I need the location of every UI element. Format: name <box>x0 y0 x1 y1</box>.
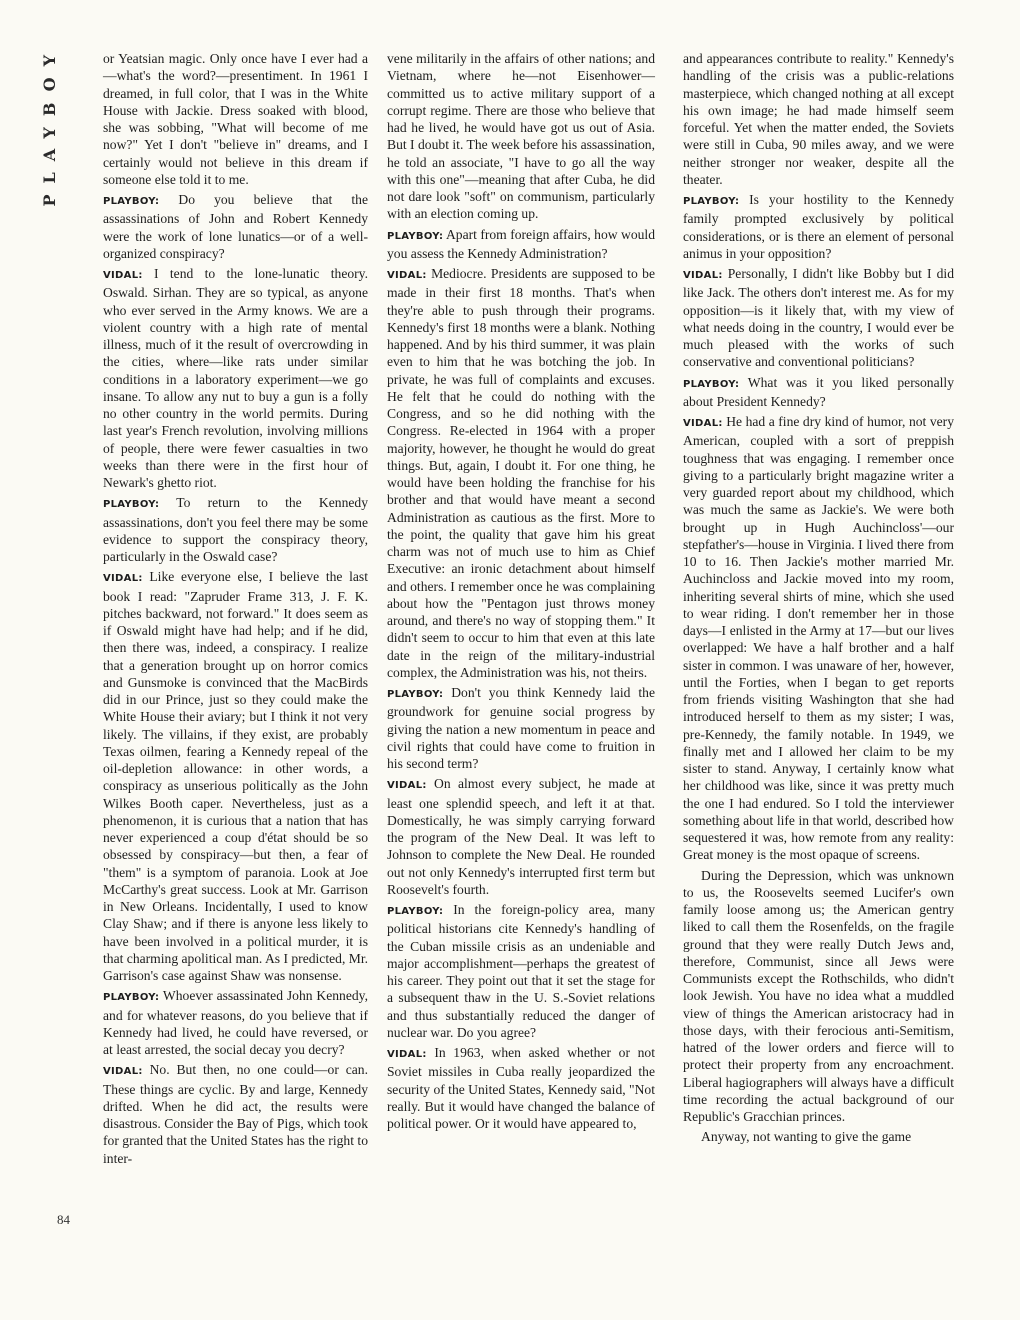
paragraph <box>387 684 655 772</box>
speaker-label: VIDAL: <box>387 780 427 792</box>
paragraph <box>103 265 368 491</box>
page-number: 84 <box>57 1212 70 1227</box>
masthead-text: PLAYBOY <box>40 44 59 207</box>
speaker-label: VIDAL: <box>103 573 143 585</box>
paragraph <box>683 374 954 411</box>
paragraph <box>387 775 655 898</box>
speaker-label: VIDAL: <box>103 270 143 281</box>
paragraph-text: Is your hostility to the Kennedy family prompted exclusively by political considerations, or is there an element of personal animus in your opposition? <box>683 192 955 261</box>
paragraph <box>103 568 368 984</box>
paragraph <box>683 265 954 371</box>
speaker-label: PLAYBOY: <box>103 499 160 511</box>
paragraph <box>103 1061 368 1167</box>
speaker-label: VIDAL: <box>683 270 723 281</box>
speaker-label: VIDAL: <box>387 270 427 281</box>
paragraph <box>103 50 368 188</box>
paragraph-text: and appearances contribute to reality." Kennedy's handling of the crisis was a public-relations masterpiece, which changed nothing at all except his own image; he had made himself seem forceful. Yet when the matter ended, the Soviets were still in Cuba, 90 miles away, and we were neither stronger nor weaker, despite all the theater. <box>683 51 954 187</box>
speaker-label: PLAYBOY: <box>103 196 160 207</box>
paragraph <box>683 867 954 1126</box>
speaker-label: PLAYBOY: <box>103 992 160 1004</box>
text-column-2 <box>387 50 655 1135</box>
paragraph <box>103 191 368 262</box>
paragraph <box>387 50 655 223</box>
paragraph-text: Whoever assassinated John Kennedy, and for whatever reasons, do you believe that if Kennedy had lived, he could have reversed, or at least arrested, the social decay you decry? <box>103 988 368 1057</box>
speaker-label: VIDAL: <box>387 1049 427 1060</box>
paragraph <box>387 226 655 263</box>
paragraph-text: Mediocre. Presidents are supposed to be made in their first 18 months. That's when they're able to push through their programs. Kennedy's first 18 months were a blank. Nothing happened. And by his third summer, it was plain even to him that he was botching the job. In private, he was full of complaints and excuses. He felt that he could do nothing with the Congress, and so he did nothing with the Congress. Re-elected in 1964 with a proper majority, however, he thought he would do great things. But, again, I doubt it. For one thing, he would have been holding the franchise for his brother and that would have meant a second Administration as cautious as the first. More to the point, the quality that gave him his great charm was not of much use to him as Chief Executive: an ironic detachment about himself and others. I remember once he was complaining about how the "Pentagon just throws money around, and there's no way of stopping them." It didn't seem to occur to him that even at this late date in the reign of the military-industrial complex, the Administration was his, not theirs. <box>387 266 655 680</box>
paragraph <box>103 494 368 565</box>
paragraph <box>387 901 655 1041</box>
paragraph-text: On almost every subject, he made at least one splendid speech, and left it at that. Domestically, he was simply carrying forward the program of the New Deal. It was left to Johnson to complete the New Deal. He rounded out not only Kennedy's interrupted first term but Roosevelt's fourth. <box>387 776 655 897</box>
paragraph-text: Personally, I didn't like Bobby but I did like Jack. The others don't interest me. As for my opposition—is it likely that, with my view of what needs doing in the country, I would ever be much pleased with the works of such conservative and conventional politicians? <box>683 266 954 370</box>
paragraph-text: No. But then, no one could—or can. These things are cyclic. By and large, Kennedy drifted. When he did act, the results were disastrous. Consider the Bay of Pigs, which took for granted that the United States has the right to inter- <box>103 1062 368 1166</box>
speaker-label: VIDAL: <box>683 418 723 429</box>
speaker-label: PLAYBOY: <box>387 906 444 917</box>
paragraph-text: Like everyone else, I believe the last book I read: "Zapruder Frame 313, J. F. K. pitches backward, not forward." It does seem as if Oswald might have had help; and if he did, then there was, indeed, a conspiracy. I realize that a generation brought up on horror comics and Gunsmoke is convinced that the MacBirds did in our Prince, just so they could make the White House their aviary; but I think it not very likely. The villains, if they exist, are probably Texas oilmen, fearing a Kennedy repeal of the oil-depletion allowance: in other words, a conspiracy as unserious politically as the John Wilkes Booth caper. Nevertheless, just as a phenomenon, it is curious that a nation that has never experienced a coup d'état should be so obsessed by conspiracy—but then, a fear of "them" is a symptom of paranoia. Look at Joe McCarthy's great success. Look at Mr. Garrison in New Orleans. Incidentally, I used to know Clay Shaw; and if there is anyone less likely to have been involved in a political murder, it is that charming apolitical man. As I predicted, Mr. Garrison's case against Shaw was nonsense. <box>103 569 369 983</box>
speaker-label: PLAYBOY: <box>387 230 444 242</box>
paragraph-text: Apart from foreign affairs, how would you assess the Kennedy Administration? <box>387 226 655 261</box>
magazine-masthead <box>40 44 96 224</box>
speaker-label: VIDAL: <box>103 1066 143 1078</box>
paragraph-text: During the Depression, which was unknown to us, the Roosevelts seemed Lucifer's own family loose among us; the American gentry liked to call them the Rosenfelds, on the fragile ground that they were really Dutch Jews and, therefore, Communist, since all Jews were Communists except the Rothschilds, who didn't look Jewish. You have no idea what a muddled view of things the American aristocracy had in those days, with their ferocious anti-Semitism, hatred of the lower orders and fierce will to protect their property from any encroachment. Liberal hagiographers will always have a difficult time recording the actual background of our Republic's Gracchian princes. <box>683 867 954 1124</box>
paragraph-text: Don't you think Kennedy laid the groundwork for genuine social progress by giving the nation a new momentum in peace and civil rights that could have come to fruition in his second term? <box>387 685 655 771</box>
paragraph <box>683 50 954 188</box>
paragraph-text: In the foreign-policy area, many political historians cite Kennedy's handling of the Cuban missile crisis as an undeniable and major accomplishment—perhaps the greatest of his career. They point out that it set the stage for a subsequent thaw in the U. S.-Soviet relations and thus substantially reduced the danger of nuclear war. Do you agree? <box>387 902 655 1040</box>
paragraph <box>683 413 954 864</box>
text-column-1 <box>103 50 368 1170</box>
paragraph-text: He had a fine dry kind of humor, not very American, coupled with a sort of preppish toughness that was engaging. I remember once giving to a particularly bright magazine writer a very guarded report about my childhood, which was much the same as Jackie's. We were both brought up in Hugh Auchincloss'—our stepfather's—house in Virginia. I lived there from 10 to 16. Then Jackie's mother married Mr. Auchincloss and Jackie moved into my room, inheriting several shirts of mine, which she used to wear riding. I don't remember her in those days—I enlisted in the Army at 17—but our lives overlapped: We have a half brother and a half sister in common. I was unaware of her, however, until the Forties, when I began to get reports from friends visiting Washington that she had introduced herself to them as my sister; I was, pre-Kennedy, the family notable. In 1949, we finally met and I allowed her claim to be my sister to stand. Anyway, I certainly know what her childhood was like, since it was pretty much the one I had endured. So I told the interviewer something about life in that world, described how sequestered it was, how remote from any reality: Great money is the most opaque of screens. <box>683 414 954 863</box>
paragraph <box>387 265 655 681</box>
speaker-label: PLAYBOY: <box>683 378 740 390</box>
paragraph-text: Anyway, not wanting to give the game <box>701 1129 912 1145</box>
speaker-label: PLAYBOY: <box>387 689 444 700</box>
paragraph-text: vene militarily in the affairs of other nations; and Vietnam, where he—not Eisenhower—committed us to active military support of a corrupt regime. There are those who believe that had he lived, he would have got us out of Asia. But I doubt it. The week before his assassination, he told an associate, "I have to go all the way with this one"—meaning that after Cuba, he did not dare look "soft" on communism, particularly with an election coming up. <box>387 51 655 222</box>
paragraph-text: Do you believe that the assassinations of John and Robert Kennedy were the work of lone lunatics—or of a well-organized conspiracy? <box>103 192 368 261</box>
paragraph-text: To return to the Kennedy assassinations, don't you feel there may be some evidence to support the conspiracy theory, particularly in the Oswald case? <box>103 495 368 564</box>
paragraph-text: I tend to the lone-lunatic theory. Oswald. Sirhan. They are so typical, as anyone who ever served in the Army knows. We are a violent country with a high rate of mental illness, much of it the result of overcrowding in the cities, where—like rats under similar conditions in a laboratory experiment—we go insane. To allow any nut to buy a gun is a folly no other country in the world permits. During last year's French revolution, involving millions of people, there were fewer casualties in two weeks than there were in the first hour of Newark's ghetto riot. <box>103 266 368 490</box>
paragraph <box>387 1044 655 1132</box>
paragraph-text: What was it you liked personally about President Kennedy? <box>683 374 954 409</box>
paragraph-text: or Yeatsian magic. Only once have I ever had a—what's the word?—presentiment. In 1961 I dreamed, in full color, that I was in the White House with Jackie. Dress soaked with blood, she was sobbing, "What will become of me now?" Yet I don't "believe in" dreams, and I certainly would not believe in this dream if someone else told it to me. <box>103 51 368 187</box>
speaker-label: PLAYBOY: <box>683 196 740 207</box>
text-column-3 <box>683 50 954 1149</box>
paragraph <box>683 1128 954 1145</box>
paragraph-text: In 1963, when asked whether or not Soviet missiles in Cuba really jeopardized the security of the United States, Kennedy said, "Not really. But it would have changed the balance of political power. Or it would have appeared to, <box>387 1045 655 1131</box>
paragraph <box>683 191 954 262</box>
paragraph <box>103 987 368 1058</box>
